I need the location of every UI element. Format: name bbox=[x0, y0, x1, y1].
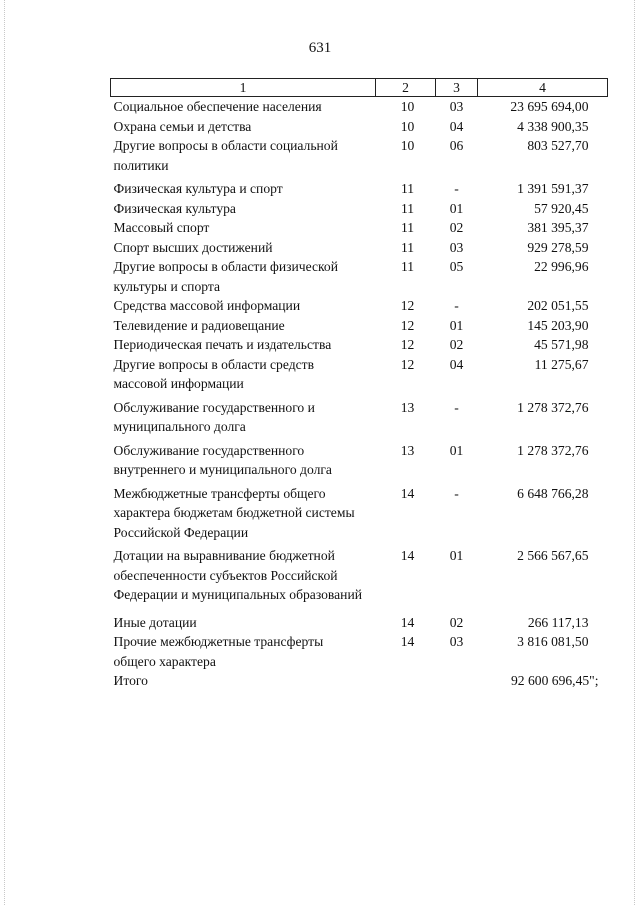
scan-edge-right bbox=[634, 0, 636, 905]
total-amount: 92 600 696,45"; bbox=[511, 673, 599, 688]
table-row bbox=[111, 316, 608, 336]
row-subsection: 06 bbox=[449, 138, 464, 153]
row-subsection: 01 bbox=[449, 442, 464, 458]
row-section: 14 bbox=[400, 485, 415, 501]
row-amount: 22 996,96 bbox=[534, 259, 589, 274]
table-row bbox=[111, 238, 608, 258]
row-amount: 1 278 372,76 bbox=[517, 399, 589, 415]
row-name: Периодическая печать и издательства bbox=[113, 337, 332, 352]
table-row bbox=[111, 136, 608, 175]
row-name: Физическая культура bbox=[113, 200, 236, 216]
row-name: Охрана семьи и детства bbox=[113, 118, 252, 134]
table-row bbox=[111, 605, 608, 633]
row-name: Прочие межбюджетные трансферты общего характера bbox=[113, 634, 324, 669]
budget-table bbox=[110, 78, 608, 691]
row-subsection: - bbox=[454, 181, 459, 196]
row-amount: 803 527,70 bbox=[527, 138, 589, 153]
row-subsection: 03 bbox=[449, 634, 464, 649]
row-subsection: 02 bbox=[449, 337, 464, 352]
row-name: Другие вопросы в области средств массовой информации bbox=[113, 356, 315, 391]
row-name: Спорт высших достижений bbox=[113, 239, 273, 255]
row-subsection: 01 bbox=[449, 317, 464, 333]
row-section: 13 bbox=[400, 442, 415, 458]
row-name: Другие вопросы в области социальной политики bbox=[113, 138, 338, 173]
total-label: Итого bbox=[113, 673, 148, 688]
row-subsection: 03 bbox=[449, 239, 464, 255]
row-section: 14 bbox=[400, 634, 415, 649]
row-amount: 202 051,55 bbox=[527, 298, 589, 313]
row-section: 12 bbox=[400, 356, 415, 372]
row-amount: 23 695 694,00 bbox=[510, 99, 589, 114]
column-header-section: 2 bbox=[376, 79, 436, 97]
row-section: 14 bbox=[400, 548, 415, 563]
row-section: 13 bbox=[400, 399, 415, 415]
row-subsection: - bbox=[454, 298, 459, 313]
table-row bbox=[111, 394, 608, 437]
row-amount: 45 571,98 bbox=[534, 337, 589, 352]
row-section: 11 bbox=[400, 200, 415, 216]
table-row bbox=[111, 296, 608, 316]
scan-edge-left bbox=[4, 0, 6, 905]
row-amount: 6 648 766,28 bbox=[517, 485, 589, 501]
row-section: 11 bbox=[400, 259, 415, 274]
row-section: 11 bbox=[400, 181, 415, 196]
row-name: Обслуживание государственного внутреннего и муниципального долга bbox=[113, 442, 332, 477]
table-row bbox=[111, 257, 608, 296]
row-subsection: 05 bbox=[449, 259, 464, 274]
row-name: Другие вопросы в области физической культуры и спорта bbox=[113, 259, 338, 294]
table-row bbox=[111, 437, 608, 480]
row-amount: 1 278 372,76 bbox=[517, 442, 589, 458]
row-section: 14 bbox=[400, 614, 415, 630]
row-name: Межбюджетные трансферты общего характера бюджетам бюджетной системы Российской Федерации bbox=[113, 485, 355, 540]
row-section: 11 bbox=[400, 220, 415, 235]
row-subsection: 04 bbox=[449, 118, 464, 134]
table-row bbox=[111, 542, 608, 605]
row-amount: 3 816 081,50 bbox=[517, 634, 589, 649]
page-number: 631 bbox=[308, 40, 332, 56]
row-section: 12 bbox=[400, 298, 415, 313]
table-row bbox=[111, 632, 608, 671]
table-row bbox=[111, 335, 608, 355]
table-row bbox=[111, 355, 608, 394]
row-name: Массовый спорт bbox=[113, 220, 210, 235]
column-header-name: 1 bbox=[111, 79, 376, 97]
row-amount: 929 278,59 bbox=[527, 239, 589, 255]
column-header-subsection: 3 bbox=[436, 79, 478, 97]
row-amount: 2 566 567,65 bbox=[517, 548, 589, 563]
table-row bbox=[111, 218, 608, 238]
row-name: Иные дотации bbox=[113, 614, 197, 630]
row-name: Физическая культура и спорт bbox=[113, 181, 283, 196]
row-subsection: 04 bbox=[449, 356, 464, 372]
row-subsection: 03 bbox=[449, 99, 464, 114]
row-name: Социальное обеспечение населения bbox=[113, 99, 322, 114]
column-header-amount: 4 bbox=[478, 79, 608, 97]
table-row bbox=[111, 480, 608, 543]
row-subsection: 01 bbox=[449, 548, 464, 563]
total-row bbox=[111, 671, 608, 691]
row-section: 12 bbox=[400, 317, 415, 333]
row-name: Средства массовой информации bbox=[113, 298, 301, 313]
row-amount: 11 275,67 bbox=[534, 356, 589, 372]
row-subsection: 02 bbox=[449, 614, 464, 630]
table-row bbox=[111, 117, 608, 137]
row-section: 10 bbox=[400, 138, 415, 153]
row-section: 10 bbox=[400, 99, 415, 114]
row-section: 10 bbox=[400, 118, 415, 134]
row-subsection: - bbox=[454, 485, 459, 501]
row-name: Дотации на выравнивание бюджетной обеспеченности субъектов Российской Федерации и муниципальных образований bbox=[113, 548, 363, 602]
row-subsection: 01 bbox=[449, 200, 464, 216]
row-amount: 57 920,45 bbox=[534, 200, 589, 216]
row-amount: 145 203,90 bbox=[527, 317, 589, 333]
table-row bbox=[111, 199, 608, 219]
row-section: 11 bbox=[400, 239, 415, 255]
row-subsection: - bbox=[454, 399, 459, 415]
row-section: 12 bbox=[400, 337, 415, 352]
row-amount: 266 117,13 bbox=[527, 614, 589, 630]
table-row bbox=[111, 97, 608, 117]
row-name: Обслуживание государственного и муниципального долга bbox=[113, 399, 315, 434]
table-row bbox=[111, 175, 608, 199]
row-amount: 4 338 900,35 bbox=[517, 118, 589, 134]
row-name: Телевидение и радиовещание bbox=[113, 317, 285, 333]
row-subsection: 02 bbox=[449, 220, 464, 235]
row-amount: 381 395,37 bbox=[527, 220, 589, 235]
table-header-row bbox=[111, 79, 608, 97]
row-amount: 1 391 591,37 bbox=[517, 181, 589, 196]
